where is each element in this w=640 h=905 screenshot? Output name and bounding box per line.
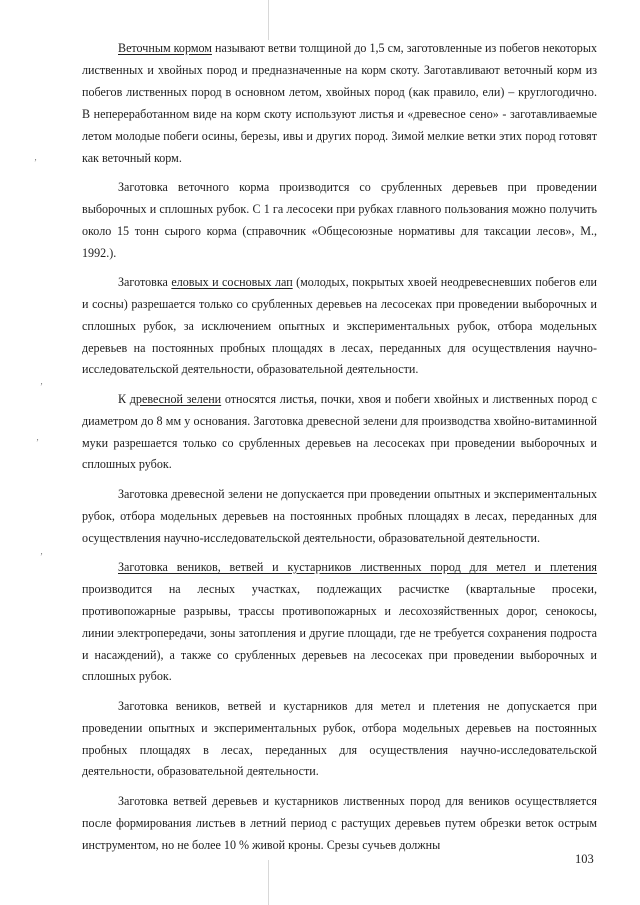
- scan-margin-mark: ‚: [36, 432, 39, 442]
- paragraph-tree-greenery: [82, 389, 597, 477]
- paragraph-text: Заготовка веников, ветвей и кустарников для метел и плетения не допускается при проведении опытных и экспериментальных рубок, отбора модельных деревьев на постоянных пробных площадях в лесах, переданных для осуществления научно-исследовательской деятельности, образовательной деятельности.: [82, 698, 597, 779]
- term-tree-greenery: древесной зелени: [129, 391, 222, 406]
- scan-margin-mark: ‚: [34, 152, 37, 162]
- scan-fold-line-top: [268, 0, 269, 40]
- paragraph-text: К: [118, 391, 130, 406]
- paragraph-brooms-restrictions: [82, 696, 597, 784]
- document-body: [82, 38, 597, 864]
- term-branch-fodder: Веточным кормом: [118, 41, 212, 55]
- term-spruce-pine-branches: еловых и сосновых лап: [171, 274, 293, 289]
- paragraph-text: (молодых, покрытых хвоей неодревесневших побегов ели и сосны) разрешается только со срубленных деревьев на лесосеках при проведении выборочных и сплошных рубок, за исключением опытных и экспериментальных рубок, отбора модельных деревьев на постоянных пробных площадях в лесах, переданных для осуществления научно-исследовательской деятельности, образовательной деятельности.: [82, 274, 597, 377]
- paragraph-text: производится на лесных участках, подлежащих расчистке (квартальные просеки, противопожарные разрывы, трассы противопожарных и лесохозяйственных дорог, сенокосы, линии электропередачи, зоны затопления и другие площади, где не требуется сохранения подроста и насаждений), а также со срубленных деревьев на лесосеках при проведении выборочных и сплошных рубок.: [82, 581, 597, 684]
- paragraph-text: Заготовка веточного корма производится со срубленных деревьев при проведении выборочных и сплошных рубок. С 1 га лесосеки при рубках главного пользования можно получить около 15 тонн сырого корма (справочник «Общесоюзные нормативы для таксации лесов», М., 1992.).: [82, 179, 597, 260]
- term-brooms-branches: Заготовка веников, ветвей и кустарников лиственных пород для метел и плетения: [118, 559, 597, 574]
- paragraph-text: Заготовка ветвей деревьев и кустарников лиственных пород для веников осуществляется после формирования листьев в летний период с растущих деревьев путем обрезки веток острым инструментом, но не более 10 % живой кроны. Срезы сучьев должны: [82, 793, 597, 852]
- paragraph-text: Заготовка древесной зелени не допускается при проведении опытных и экспериментальных рубок, отбора модельных деревьев на постоянных пробных площадях в лесах, переданных для осуществления научно-исследовательской деятельности, образовательной деятельности.: [82, 486, 597, 545]
- scan-fold-line-bottom: [268, 860, 269, 905]
- paragraph-brooms: [82, 557, 597, 688]
- paragraph-brooms-harvest: [82, 791, 597, 857]
- scan-margin-mark: ‚: [40, 546, 43, 556]
- paragraph-greenery-restrictions: [82, 484, 597, 550]
- paragraph-text: Заготовка: [118, 274, 172, 289]
- scan-margin-mark: ‚: [40, 376, 43, 386]
- paragraph-fodder-harvest: [82, 177, 597, 265]
- paragraph-text: относятся листья, почки, хвоя и побеги хвойных и лиственных пород с диаметром до 8 мм у основания. Заготовка древесной зелени для производства хвойно-витаминной муки разрешается только со срубленных деревьев на лесосеках при проведении выборочных и сплошных рубок.: [82, 391, 597, 472]
- paragraph-spruce-pine: [82, 272, 597, 382]
- paragraph-fodder: [82, 38, 597, 169]
- paragraph-text: называют ветви толщиной до 1,5 см, заготовленные из побегов некоторых лиственных и хвойных пород и предназначенные на корм скоту. Заготавливают веточный корм из побегов лиственных пород в основном летом, хвойных пород (как правило, ели) – круглогодично. В непереработанном виде на корм скоту используют листья и «древесное сено» - заготавливаемые летом молодые побеги осины, березы, ивы и других пород. Зимой мелкие ветки этих пород готовят как веточный корм.: [82, 41, 597, 165]
- page-number: 103: [575, 852, 594, 866]
